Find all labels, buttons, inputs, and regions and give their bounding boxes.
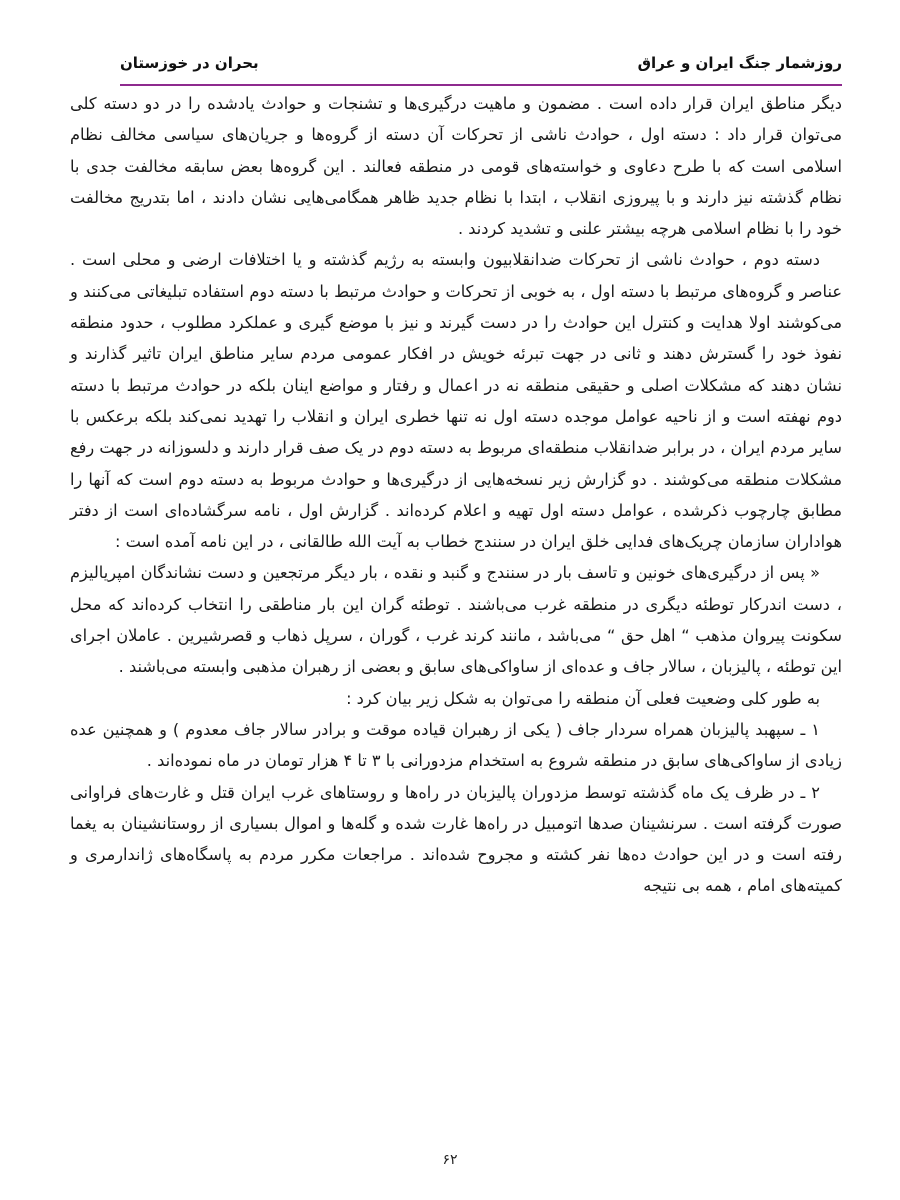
- page-body: [70, 88, 842, 902]
- paragraph-summary-intro: به طور کلی وضعیت فعلی آن منطقه را می‌توان به شکل زیر بیان کرد :: [346, 688, 820, 708]
- page-number: ۶۲: [442, 1152, 458, 1168]
- chapter-title: بحران در خوزستان: [120, 54, 259, 72]
- quoted-letter-paragraph: « پس از درگیری‌های خونین و تاسف بار در سنندج و گنبد و نقده ، بار دیگر مرتجعین و دست نشاندگان امپریالیزم ، دست اندرکار توطئه دیگری در منطقه غرب می‌باشند . توطئه گران این بار مناطقی را انتخاب کرده‌اند که محل سکونت پیروان مذهب “ اهل حق “ می‌باشد ، مانند کرند غرب ، گوران ، سرپل ذهاب و قصرشیرین . عاملان اجرای این توطئه ، پالیزبان ، سالار جاف و عده‌ای از ساواکی‌های سابق و بعضی از رهبران مذهبی وابسته می‌باشند .: [70, 563, 842, 677]
- list-item-1: ۱ ـ سپهبد پالیزبان همراه سردار جاف ( یکی از رهبران قیاده موقت و برادر سالار جاف معدوم ) و همچنین عده زیادی از ساواکی‌های سابق در منطقه شروع به استخدام مزدورانی با ۳ تا ۴ هزار تومان در ماه نموده‌اند .: [70, 719, 842, 771]
- paragraph-continuation: دیگر مناطق ایران قرار داده است . مضمون و ماهیت درگیری‌ها و تشنجات و حوادث یادشده را در دو دسته کلی می‌توان قرار داد : دسته اول ، حوادث ناشی از تحرکات آن دسته از گروه‌ها و جریان‌های سیاسی مخالف نظام اسلامی است که با طرح دعاوی و خواسته‌های قومی در منطقه فعالند . این گروه‌ها بعض سابقه مخالفت جدی با نظام گذشته نیز دارند و با پیروزی انقلاب ، ابتدا با نظام جدید ظاهر همگامی‌هایی نشان دادند ، اما بتدریج مخالفت خود را با نظام اسلامی هرچه بیشتر علنی و تشدید کردند .: [70, 94, 842, 239]
- header-divider: [120, 84, 842, 86]
- list-item-2: ۲ ـ در ظرف یک ماه گذشته توسط مزدوران پالیزبان در راه‌ها و روستاهای غرب ایران قتل و غارت‌های فراوانی صورت گرفته است . سرنشینان صدها اتومبیل در راه‌ها غارت شده و گله‌ها و اموال بسیاری از روستانشینان به یغما رفته است و در این حوادث ده‌ها نفر کشته و مجروح شده‌اند . مراجعات مکرر مردم به پاسگاه‌های ژاندارمری و کمیته‌های امام ، همه بی نتیجه: [70, 782, 842, 896]
- paragraph-second-category: دسته دوم ، حوادث ناشی از تحرکات ضدانقلابیون وابسته به رژیم گذشته و یا اختلافات ارضی و محلی است . عناصر و گروه‌های مرتبط با دسته اول ، به خوبی از تحرکات و حوادث مرتبط با دسته دوم استفاده تبلیغاتی می‌کنند و می‌کوشند اولا هدایت و کنترل این حوادث را در دست گیرند و نیز با موضع گیری و عملکرد مطلوب ، حدود منطقه نفوذ خود را گسترش دهند و ثانی در جهت تبرئه خویش در افکار عمومی مردم سایر مناطق ایران تاثیر گذارند و نشان دهند که مشکلات اصلی و حقیقی منطقه نه در اعمال و رفتار و مواضع اینان بلکه در حوادث مرتبط با دسته دوم نهفته است و از ناحیه عوامل موجده دسته اول نه تنها خطری ایران و انقلاب را تهدید نمی‌کند بلکه برعکس با سایر مردم ایران ، در برابر ضدانقلاب منطقه‌ای مربوط به دسته دوم در یک صف قرار دارند و دلسوزانه در جهت رفع مشکلات منطقه می‌کوشند . دو گزارش زیر نسخه‌هایی از درگیری‌ها و حوادث مربوط به دسته دوم است که آنها را مطابق چارچوب ذکرشده ، عوامل دسته اول تهیه و اعلام کرده‌اند . گزارش اول ، نامه سرگشاده‌ای است از دفتر هواداران سازمان چریک‌های فدایی خلق ایران در سنندج خطاب به آیت الله طالقانی ، در این نامه آمده است :: [70, 250, 842, 552]
- running-header: [120, 48, 842, 78]
- book-title: روزشمار جنگ ایران و عراق: [637, 54, 842, 72]
